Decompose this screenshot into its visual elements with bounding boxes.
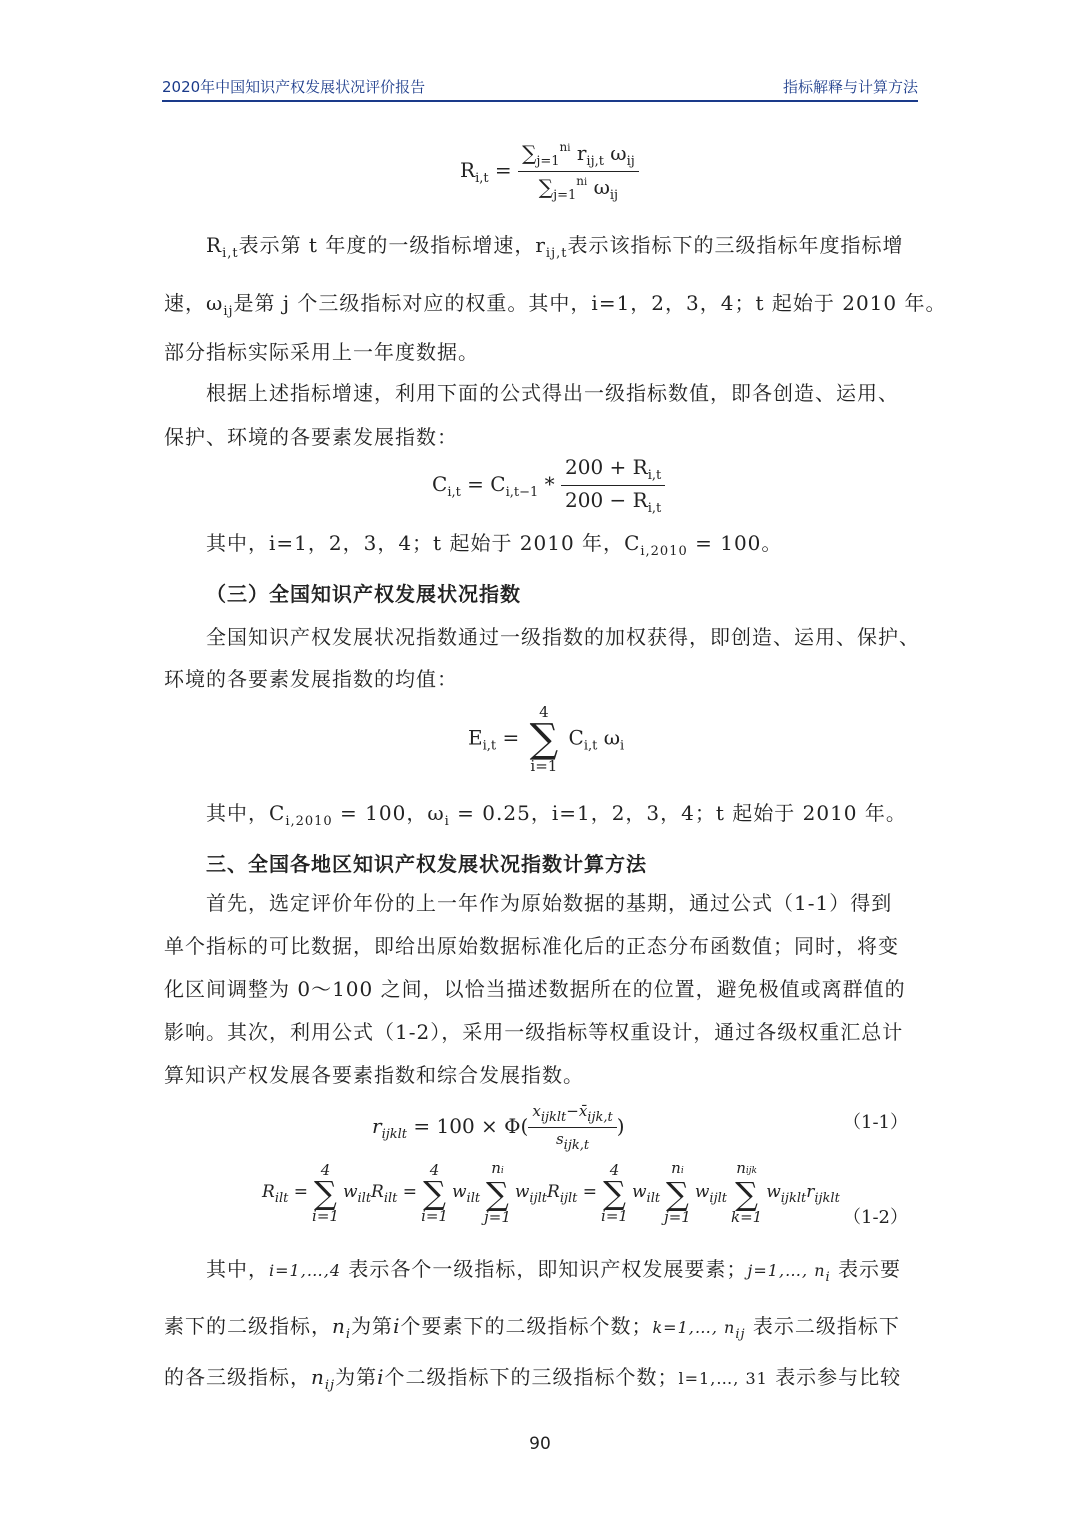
- paragraph-line: $R_{i,t}$表示第 t 年度的一级指标增速，$r_{ij,t}$表示该指标下的三级指标年度指标增: [206, 233, 904, 261]
- report-title: 2020年中国知识产权发展状况评价报告: [162, 78, 426, 96]
- formula-c-def: $C_{i,t} = C_{i,t-1}$ * $\frac{200 + R_{i,t}}{200 - R_{i,t}}$: [432, 455, 665, 516]
- paragraph-line: 首先，选定评价年份的上一年作为原始数据的基期，通过公式（1-1）得到: [206, 891, 893, 915]
- paragraph-line: 环境的各要素发展指数的均值：: [164, 667, 458, 691]
- main-heading: 三、全国各地区知识产权发展状况指数计算方法: [206, 852, 647, 876]
- paragraph-line: 其中，$C_{i,2010} = 100$，$\omega_i = 0.25$，i=1，2，3，4；t 起始于 2010 年。: [206, 801, 907, 829]
- header-rule: [162, 100, 918, 102]
- equation-number: （1-1）: [843, 1112, 908, 1133]
- paragraph-line: 速，$\omega_{ij}$是第 j 个三级指标对应的权重。其中，i=1，2，3，4；t 起始于 2010 年。: [164, 291, 947, 319]
- paragraph-line: 其中，i=1,…,4 表示各个一级指标，即知识产权发展要素；j=1,…, $n_i$ 表示要: [206, 1257, 902, 1285]
- equation-number: （1-2）: [843, 1207, 908, 1228]
- page-number: 90: [529, 1434, 551, 1454]
- paragraph-line: 化区间调整为 0～100 之间，以恰当描述数据所在的位置，避免极值或离群值的: [164, 977, 906, 1001]
- paragraph-line: 素下的二级指标，$n_i$为第i个要素下的二级指标个数；k=1,…, $n_{ij}$ 表示二级指标下: [164, 1314, 900, 1342]
- chapter-title: 指标解释与计算方法: [782, 78, 918, 96]
- running-header: [162, 76, 918, 100]
- paragraph-line: 的各三级指标，$n_{ij}$为第i个二级指标下的三级指标个数；l=1,…, 31 表示参与比较: [164, 1365, 902, 1393]
- paragraph-line: 单个指标的可比数据，即给出原始数据标准化后的正态分布函数值；同时，将变: [164, 934, 899, 958]
- paragraph-line: 影响。其次，利用公式（1-2），采用一级指标等权重设计，通过各级权重汇总计: [164, 1020, 904, 1044]
- formula-1-2: $R_{ilt} =4$ ∑ $i=1w_{ilt}R_{ilt} =4$ ∑ $i=1w_{ilt}ni$ ∑ $j=1w_{ijlt}R_{ijlt} =4$ ∑ $i=1w_{ilt}ni$ ∑ $j=1w_{ijlt}nijk$ ∑ $k=1w_{ijklt}r_{ijklt}$: [262, 1159, 840, 1226]
- paragraph-line: 算知识产权发展各要素指数和综合发展指数。: [164, 1063, 584, 1087]
- formula-e-def: $E_{i,t} = 4$ ∑ i=1 $C_{i,t}$ $\omega_i$: [468, 703, 625, 775]
- paragraph-line: 根据上述指标增速，利用下面的公式得出一级指标数值，即各创造、运用、: [206, 381, 899, 405]
- paragraph-line: 其中，i=1，2，3，4；t 起始于 2010 年，$C_{i,2010} = 100$。: [206, 531, 783, 559]
- formula-r-def: $R_{i,t}$ = $\frac{\sum_{j=1}^{ni} r_{ij,t} \omega_{ij}}{\sum_{j=1}^{ni} \omega_{ij}}$: [460, 140, 639, 203]
- paragraph-line: 全国知识产权发展状况指数通过一级指数的加权获得，即创造、运用、保护、: [206, 625, 920, 649]
- section-heading: （三）全国知识产权发展状况指数: [206, 582, 521, 606]
- paragraph-line: 部分指标实际采用上一年度数据。: [164, 340, 479, 364]
- paragraph-line: 保护、环境的各要素发展指数：: [164, 425, 458, 449]
- formula-1-1: $r_{ijklt} = 100 \times \Phi$( $\frac{\text{xijklt−x̄ijk,t}}{\text{sijk,t}}$ ): [372, 1102, 625, 1153]
